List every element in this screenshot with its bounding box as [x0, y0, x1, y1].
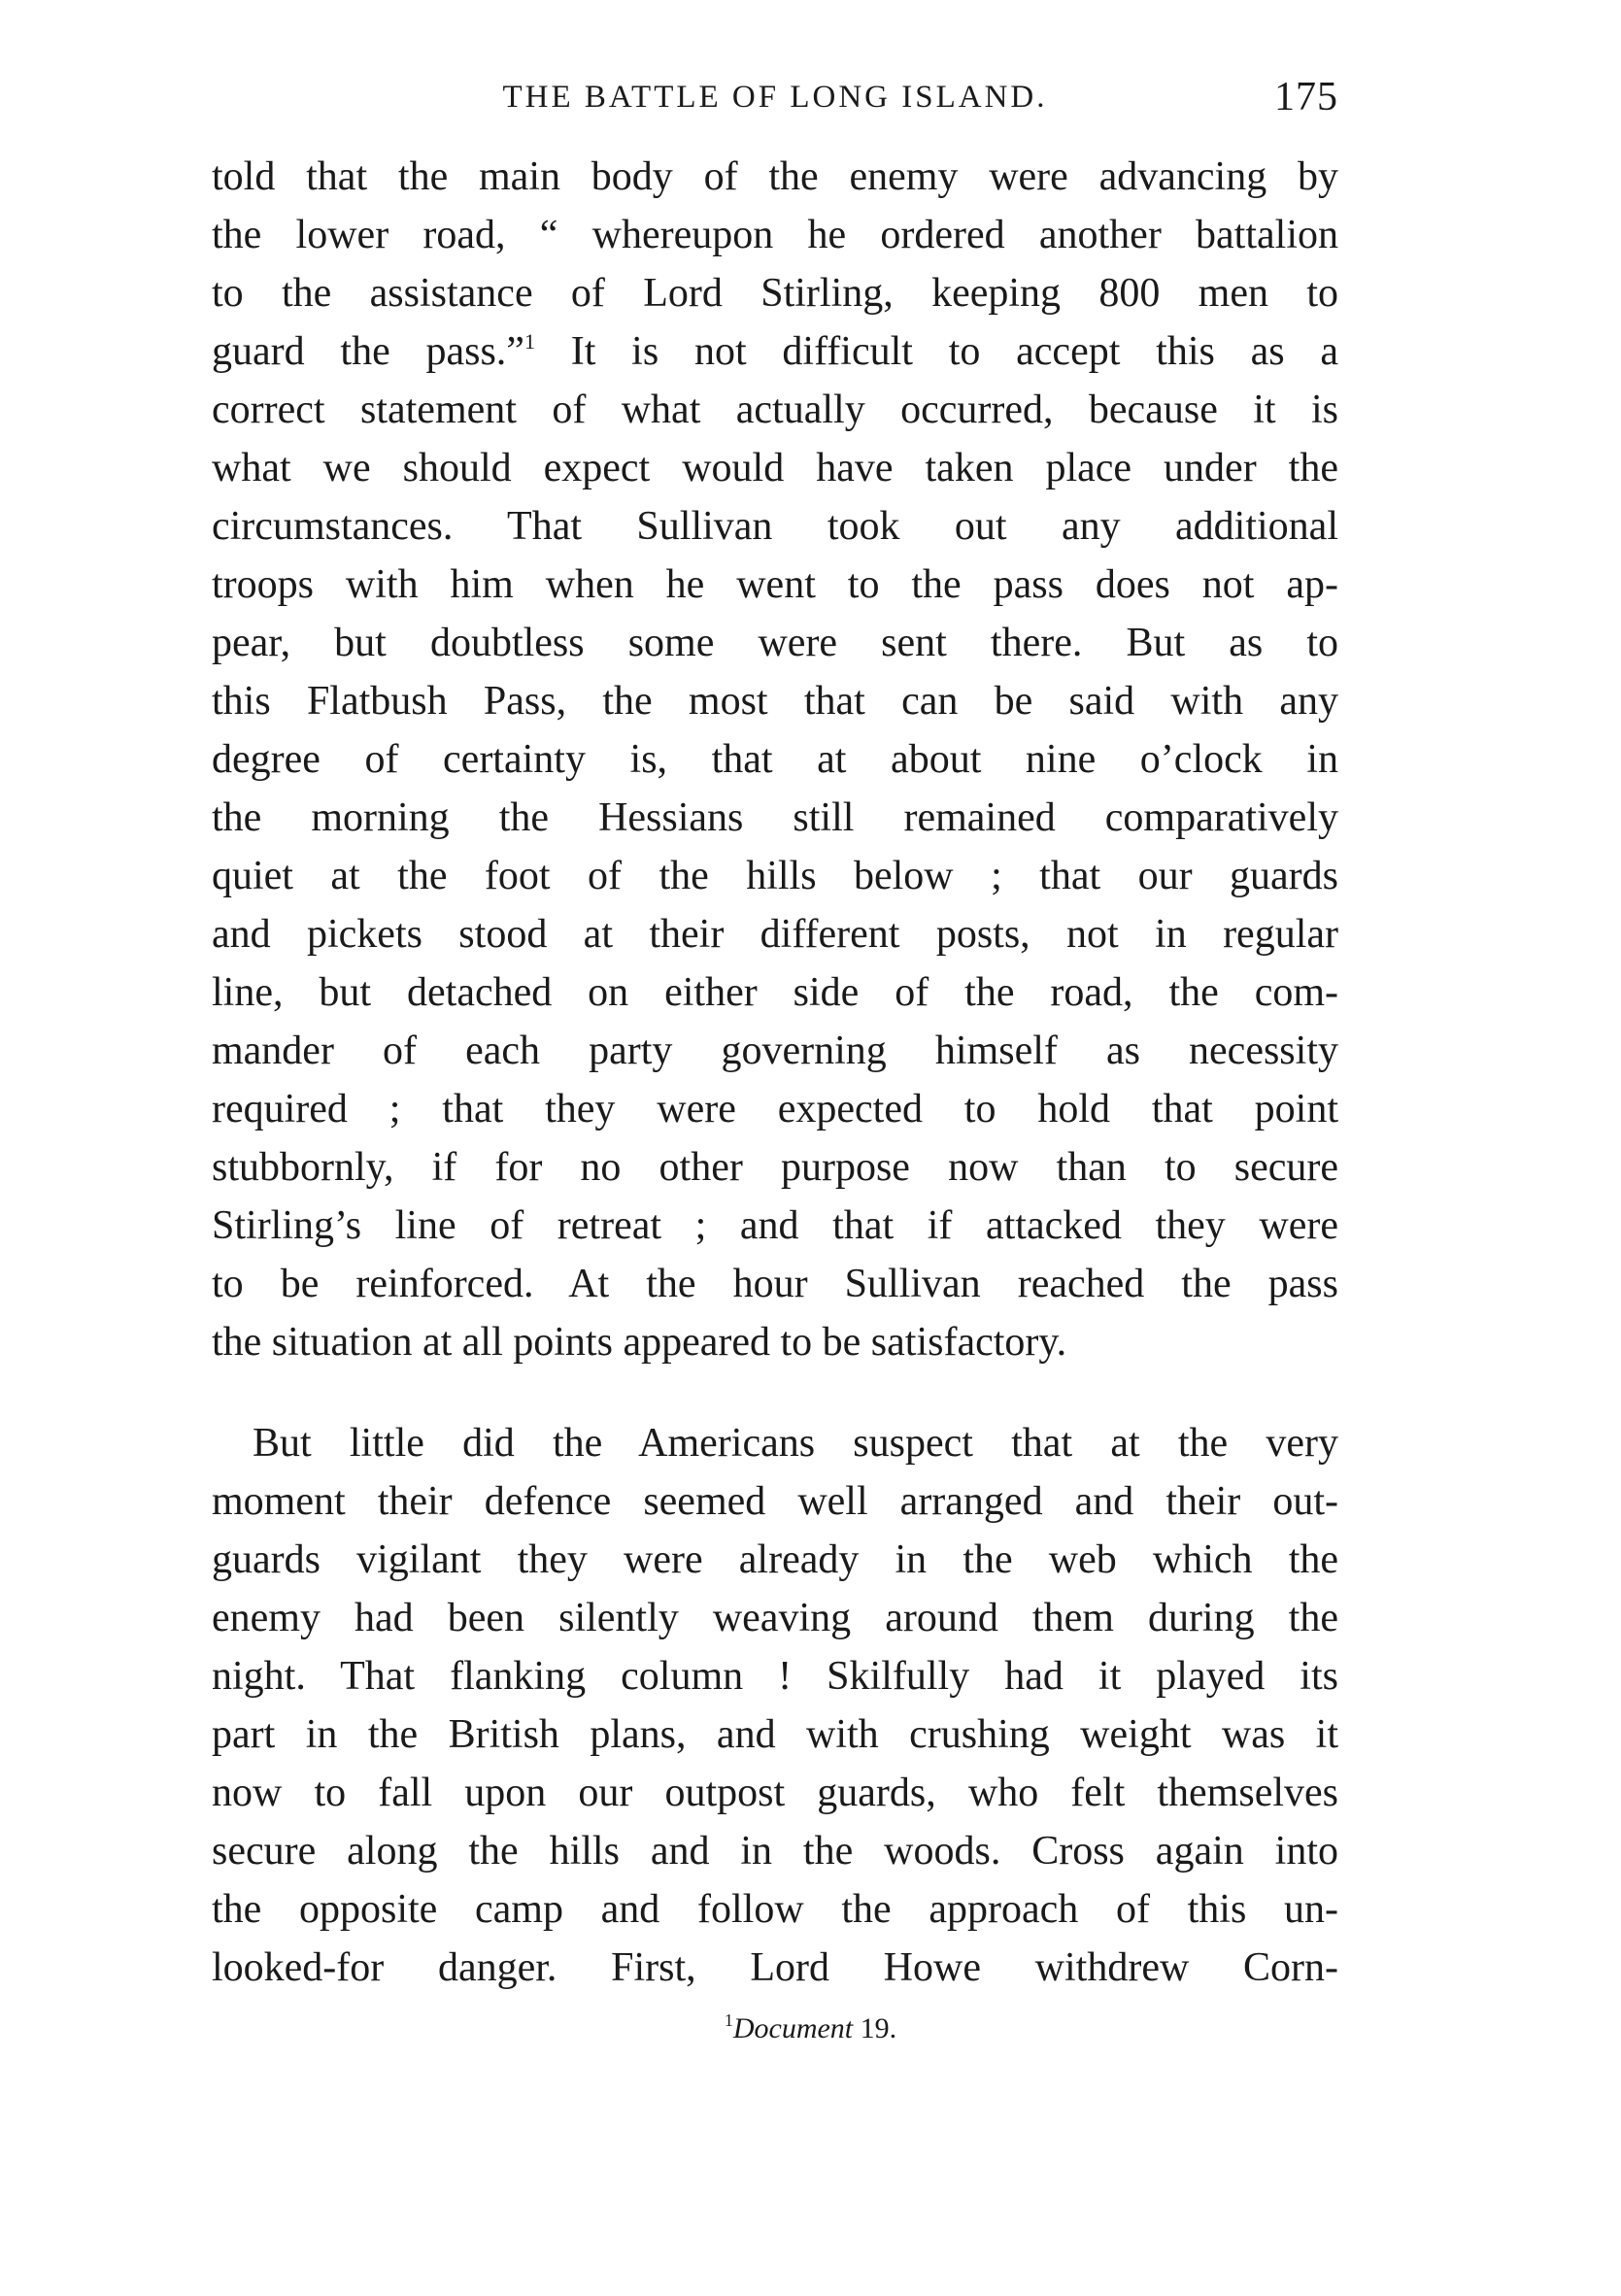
text-line: the lower road, “ whereupon he ordered another battalion	[212, 213, 1338, 257]
text-line: enemy had been silently weaving around them during the	[212, 1596, 1338, 1640]
text-line: guards vigilant they were already in the web which the	[212, 1537, 1338, 1582]
body-text	[212, 148, 1338, 1997]
text-segment: It is not difficult to accept this as a	[570, 329, 1339, 374]
text-line: pear, but doubtless some were sent there. But as to	[212, 621, 1338, 665]
text-line: troops with him when he went to the pass does not ap-	[212, 562, 1338, 607]
running-head	[212, 74, 1338, 122]
text-line: looked-for danger. First, Lord Howe withdrew Corn-	[212, 1945, 1338, 1990]
text-line: to be reinforced. At the hour Sullivan reached the pass	[212, 1262, 1338, 1306]
text-line: now to fall upon our outpost guards, who felt themselves	[212, 1771, 1338, 1815]
text-line: required ; that they were expected to hold that point	[212, 1087, 1338, 1131]
text-line-with-footnote	[212, 322, 1338, 381]
text-line: stubbornly, if for no other purpose now than to secure	[212, 1145, 1338, 1190]
footnote-reference: 1	[523, 329, 535, 354]
running-title: THE BATTLE OF LONG ISLAND.	[502, 80, 1048, 115]
footnote-number: 19.	[860, 2012, 897, 2044]
text-line: night. That flanking column ! Skilfully had it played its	[212, 1654, 1338, 1699]
text-line: mander of each party governing himself as necessity	[212, 1029, 1338, 1073]
footnote	[0, 2012, 1621, 2045]
footnote-marker: 1	[724, 2010, 733, 2030]
text-line: the morning the Hessians still remained comparatively	[212, 795, 1338, 840]
text-line: part in the British plans, and with crushing weight was it	[212, 1712, 1338, 1757]
text-line: line, but detached on either side of the road, the com-	[212, 970, 1338, 1015]
text-line: told that the main body of the enemy were advancing by	[212, 154, 1338, 199]
page-number: 175	[1274, 75, 1338, 119]
text-line: the situation at all points appeared to be satisfactory.	[212, 1320, 1067, 1365]
text-line: the opposite camp and follow the approach of this un-	[212, 1887, 1338, 1932]
paragraph-break	[212, 1371, 1338, 1414]
text-line: degree of certainty is, that at about nine o’clock in	[212, 737, 1338, 782]
text-line: secure along the hills and in the woods. Cross again into	[212, 1829, 1338, 1874]
text-line: moment their defence seemed well arranged and their out-	[212, 1479, 1338, 1524]
footnote-source: Document	[732, 2012, 854, 2044]
text-line: what we should expect would have taken place under the	[212, 446, 1338, 490]
text-line: correct statement of what actually occurred, because it is	[212, 388, 1338, 432]
text-segment: guard the pass.”	[212, 329, 524, 374]
text-line: quiet at the foot of the hills below ; that our guards	[212, 854, 1338, 898]
text-line: this Flatbush Pass, the most that can be said with any	[212, 679, 1338, 724]
text-line: to the assistance of Lord Stirling, keeping 800 men to	[212, 271, 1338, 316]
text-line: circumstances. That Sullivan took out any additional	[212, 504, 1338, 549]
text-line: Stirling’s line of retreat ; and that if attacked they were	[212, 1203, 1338, 1248]
text-line: and pickets stood at their different posts, not in regular	[212, 912, 1338, 957]
text-line: But little did the Americans suspect that at the very	[253, 1421, 1338, 1466]
